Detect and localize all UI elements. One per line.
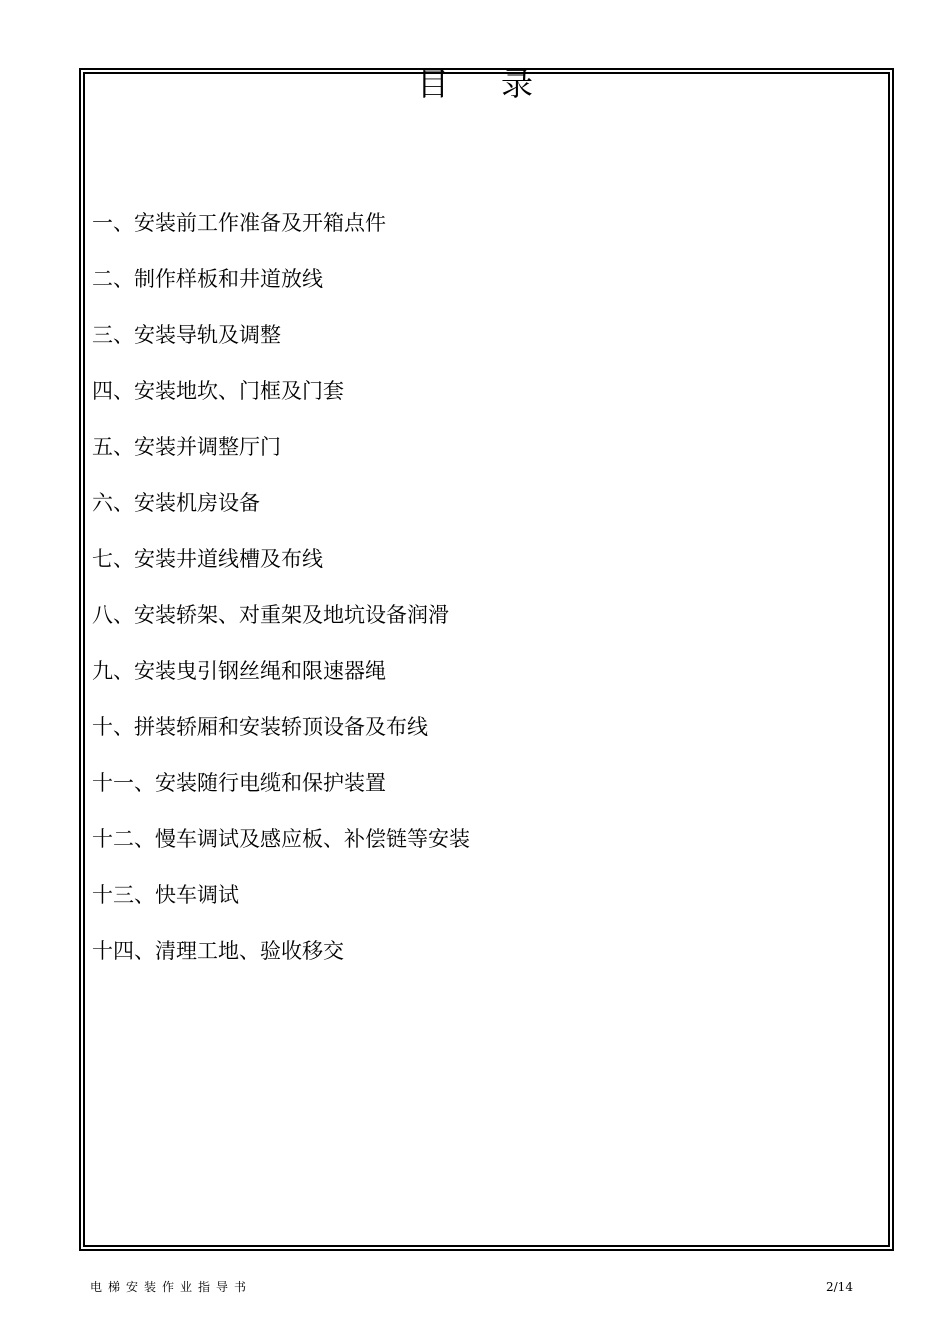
toc-item: 八、安装轿架、对重架及地坑设备润滑	[92, 603, 449, 627]
page-title: 目录	[416, 65, 585, 103]
toc-item: 十二、慢车调试及感应板、补偿链等安装	[92, 827, 470, 851]
toc-item: 九、安装曳引钢丝绳和限速器绳	[92, 659, 386, 683]
toc-item: 六、安装机房设备	[92, 491, 260, 515]
toc-item: 一、安装前工作准备及开箱点件	[92, 211, 386, 235]
footer-page-number: 2/14	[826, 1280, 853, 1294]
footer-document-name: 电梯安装作业指导书	[90, 1280, 253, 1294]
toc-item: 四、安装地坎、门框及门套	[92, 379, 344, 403]
toc-item: 七、安装井道线槽及布线	[92, 547, 323, 571]
toc-item: 十四、清理工地、验收移交	[92, 939, 344, 963]
table-of-contents	[92, 195, 470, 979]
toc-item: 二、制作样板和井道放线	[92, 267, 323, 291]
toc-item: 五、安装并调整厅门	[92, 435, 281, 459]
toc-item: 三、安装导轨及调整	[92, 323, 281, 347]
toc-item: 十三、快车调试	[92, 883, 239, 907]
toc-item: 十、拼装轿厢和安装轿顶设备及布线	[92, 715, 428, 739]
toc-item: 十一、安装随行电缆和保护装置	[92, 771, 386, 795]
